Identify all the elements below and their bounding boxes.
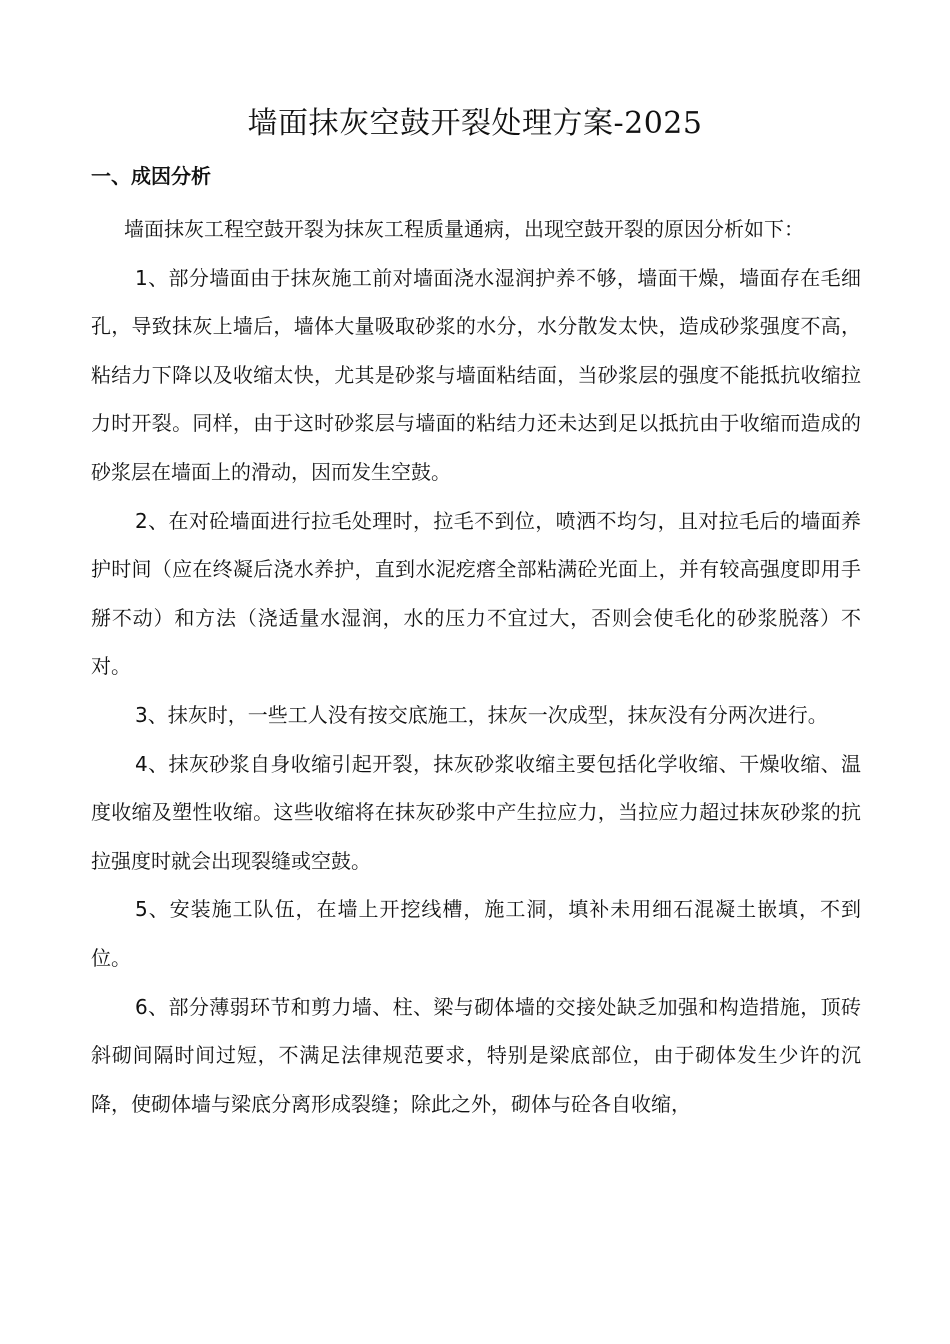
document-body [91, 205, 861, 1128]
cause-item-1: 1、部分墙面由于抹灰施工前对墙面浇水湿润护养不够，墙面干燥，墙面存在毛细孔，导致抹灰上墙后，墙体大量吸取砂浆的水分，水分散发太快，造成砂浆强度不高，粘结力下降以及收缩太快，尤其是砂浆与墙面粘结面，当砂浆层的强度不能抵抗收缩拉力时开裂。同样，由于这时砂浆层与墙面的粘结力还未达到足以抵抗由于收缩而造成的砂浆层在墙面上的滑动，因而发生空鼓。 [91, 265, 861, 484]
cause-item-2: 2、在对砼墙面进行拉毛处理时，拉毛不到位，喷洒不均匀，且对拉毛后的墙面养护时间（应在终凝后浇水养护，直到水泥疙瘩全部粘满砼光面上，并有较高强度即用手掰不动）和方法（浇适量水湿润，水的压力不宜过大，否则会使毛化的砂浆脱落）不对。 [91, 508, 861, 679]
cause-item-3: 3、抹灰时，一些工人没有按交底施工，抹灰一次成型，抹灰没有分两次进行。 [135, 702, 828, 727]
intro-paragraph: 墙面抹灰工程空鼓开裂为抹灰工程质量通病，出现空鼓开裂的原因分析如下： [124, 217, 804, 241]
document-title: 墙面抹灰空鼓开裂处理方案-2025 [247, 106, 703, 141]
section-heading: 一、成因分析 [91, 164, 211, 188]
cause-item-6: 6、部分薄弱环节和剪力墙、柱、梁与砌体墙的交接处缺乏加强和构造措施，顶砖斜砌间隔时间过短，不满足法律规范要求，特别是梁底部位，由于砌体发生少许的沉降，使砌体墙与梁底分离形成裂缝；除此之外，砌体与砼各自收缩， [91, 994, 861, 1116]
cause-item-4: 4、抹灰砂浆自身收缩引起开裂，抹灰砂浆收缩主要包括化学收缩、干燥收缩、温度收缩及塑性收缩。这些收缩将在抹灰砂浆中产生拉应力，当拉应力超过抹灰砂浆的抗拉强度时就会出现裂缝或空鼓。 [91, 751, 861, 873]
cause-item-5: 5、安装施工队伍，在墙上开挖线槽，施工洞，填补未用细石混凝土嵌填，不到位。 [91, 897, 861, 970]
